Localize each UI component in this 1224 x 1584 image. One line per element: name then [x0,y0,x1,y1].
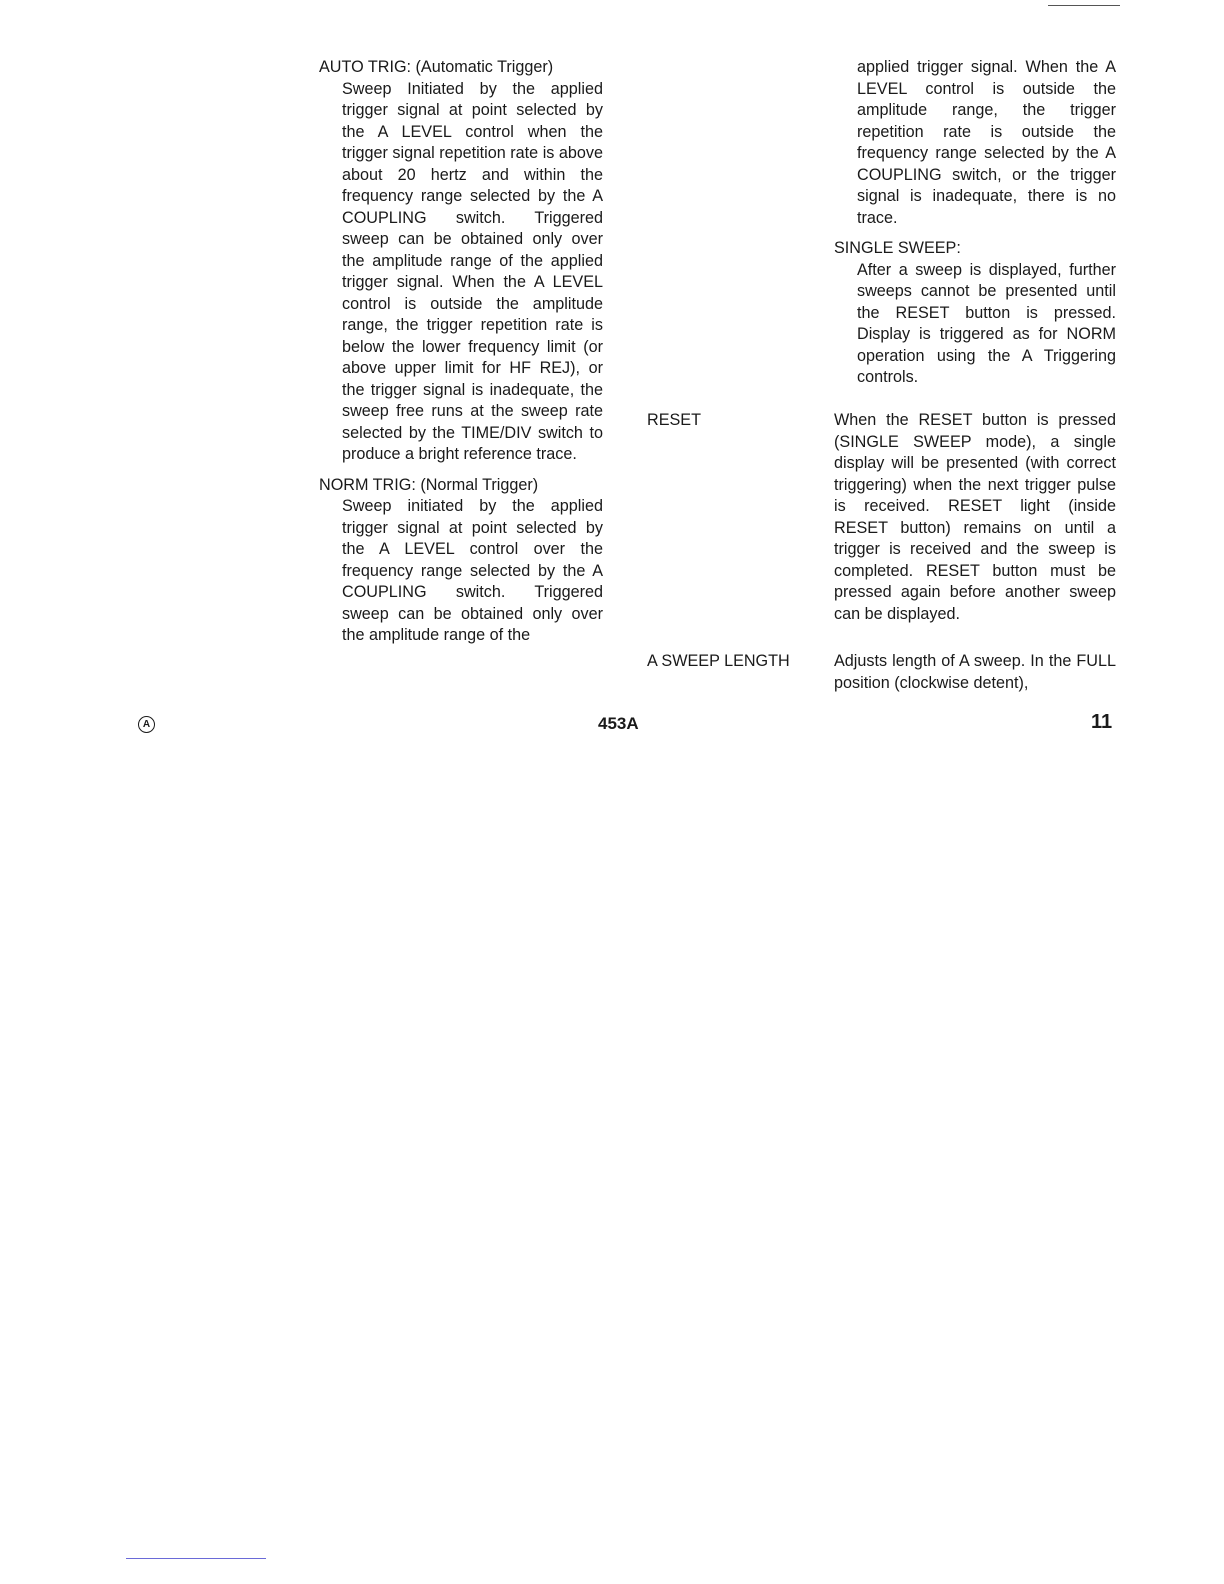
a-sweep-length-control-description: Adjusts length of A sweep. In the FULL position (clockwise detent), [834,652,1116,692]
single-sweep-body: After a sweep is displayed, further sweeps cannot be presented until the RESET button is pressed. Display is triggered as for NORM operation using the A Triggering controls. [857,260,1116,386]
footer-model-number: 453A [598,714,639,733]
single-sweep-text [834,238,1116,260]
bottom-rule [126,1558,266,1559]
norm-trig-heading: NORM TRIG: (Normal Trigger) [319,475,539,494]
page-number: 11 [1091,711,1113,733]
single-sweep-heading: SINGLE SWEEP: [834,239,961,257]
revision-symbol-icon: A [138,716,155,733]
left-column [319,57,603,647]
auto-trig-entry [319,57,603,466]
single-sweep-entry [834,238,1116,389]
auto-trig-body: Sweep Initiated by the applied trigger signal at point selected by the A LEVEL control when the trigger signal repetition rate is above about 20 hertz and within the frequency range selected by the A COUPLING switch. Triggered sweep can be obtained only over the amplitude range of the applied trigger signal. When the A LEVEL control is outside the amplitude range, the trigger repetition rate is below the lower frequency limit (or above upper limit for HF REJ), or the trigger signal is inadequate, the sweep free runs at the sweep rate selected by the TIME/DIV switch to produce a bright reference trace. [342,79,603,463]
norm-trig-continuation: applied trigger signal. When the A LEVEL control is outside the amplitude range, the trigger repetition rate is outside the frequency range selected by the A COUPLING switch, or the trigger signal is inadequate, there is no trace. [857,58,1116,227]
top-rule [1048,5,1120,6]
reset-control-label: RESET [647,411,701,429]
norm-trig-body: Sweep initiated by the applied trigger signal at point selected by the A LEVEL control over the frequency range selected by the A COUPLING switch. Triggered sweep can be obtained only over the amplitude range of the [342,497,603,644]
norm-trig-entry [319,475,603,647]
auto-trig-heading: AUTO TRIG: (Automatic Trigger) [319,58,554,76]
reset-control-description: When the RESET button is pressed (SINGLE SWEEP mode), a single display will be presented (with correct triggering) when the next trigger pulse is received. RESET light (inside RESET button) remains on until a trigger is received and the sweep is completed. RESET button must be pressed again before another sweep can be displayed. [834,411,1116,623]
right-column [834,57,1116,389]
a-sweep-length-control-label: A SWEEP LENGTH [647,652,790,670]
